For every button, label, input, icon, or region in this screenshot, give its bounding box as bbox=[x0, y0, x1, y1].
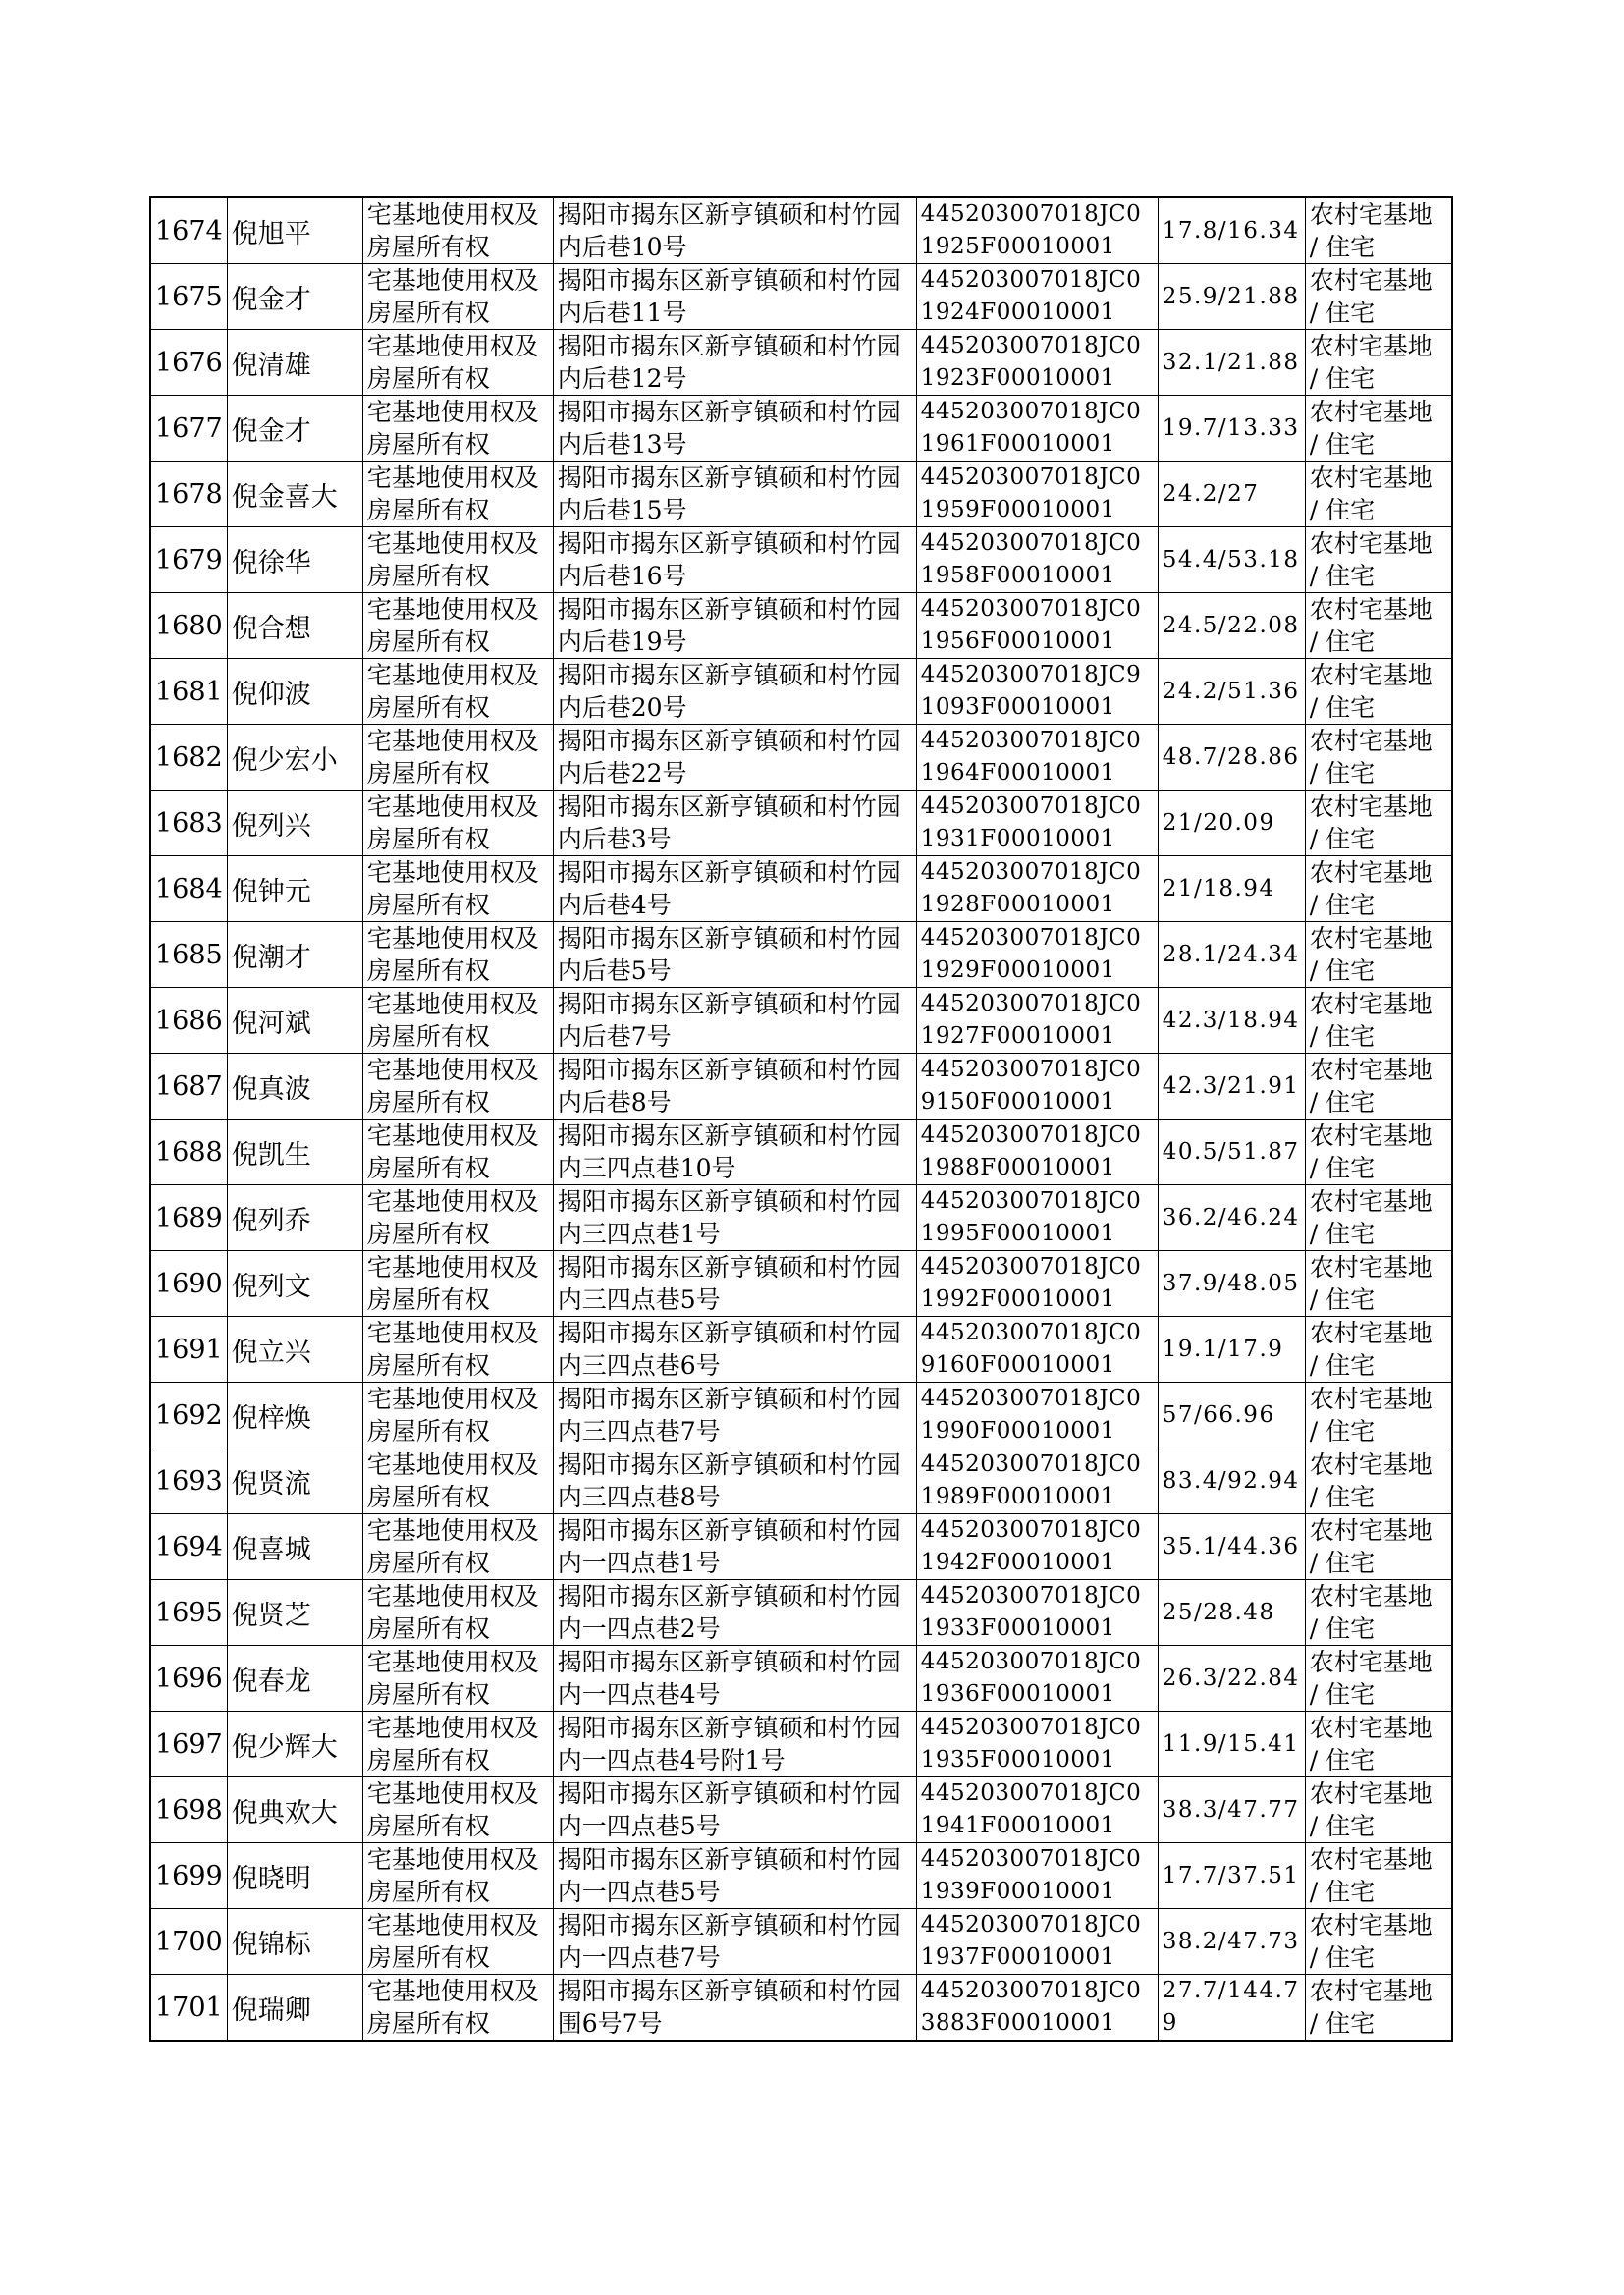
owner-name: 倪金才 bbox=[227, 396, 362, 462]
row-number: 1692 bbox=[150, 1383, 227, 1448]
property-address: 揭阳市揭东区新亨镇硕和村竹园内一四点巷5号 bbox=[553, 1843, 916, 1909]
area-value: 28.1/24.34 bbox=[1158, 922, 1305, 988]
property-address: 揭阳市揭东区新亨镇硕和村竹园内一四点巷7号 bbox=[553, 1909, 916, 1975]
row-number: 1685 bbox=[150, 922, 227, 988]
table-row bbox=[150, 527, 1452, 593]
area-value: 19.1/17.9 bbox=[1158, 1317, 1305, 1383]
land-use: 农村宅基地 / 住宅 bbox=[1305, 791, 1452, 856]
row-number: 1680 bbox=[150, 593, 227, 659]
property-address: 揭阳市揭东区新亨镇硕和村竹园内一四点巷5号 bbox=[553, 1777, 916, 1843]
owner-name: 倪晓明 bbox=[227, 1843, 362, 1909]
row-number: 1695 bbox=[150, 1580, 227, 1646]
property-address: 揭阳市揭东区新亨镇硕和村竹园内后巷3号 bbox=[553, 791, 916, 856]
land-use: 农村宅基地 / 住宅 bbox=[1305, 1251, 1452, 1317]
table-row bbox=[150, 725, 1452, 791]
owner-name: 倪瑞卿 bbox=[227, 1975, 362, 2042]
unit-code: 445203007018JC01961F00010001 bbox=[916, 396, 1158, 462]
right-type: 宅基地使用权及房屋所有权 bbox=[362, 1580, 553, 1646]
unit-code: 445203007018JC01988F00010001 bbox=[916, 1120, 1158, 1185]
area-value: 40.5/51.87 bbox=[1158, 1120, 1305, 1185]
property-address: 揭阳市揭东区新亨镇硕和村竹园内后巷7号 bbox=[553, 988, 916, 1054]
property-address: 揭阳市揭东区新亨镇硕和村竹园内后巷13号 bbox=[553, 396, 916, 462]
property-register-table bbox=[149, 196, 1453, 2042]
row-number: 1681 bbox=[150, 659, 227, 725]
right-type: 宅基地使用权及房屋所有权 bbox=[362, 1646, 553, 1712]
owner-name: 倪少辉大 bbox=[227, 1712, 362, 1777]
table-row bbox=[150, 1777, 1452, 1843]
property-address: 揭阳市揭东区新亨镇硕和村竹园内后巷22号 bbox=[553, 725, 916, 791]
table-row bbox=[150, 593, 1452, 659]
property-address: 揭阳市揭东区新亨镇硕和村竹园内后巷4号 bbox=[553, 856, 916, 922]
table-row bbox=[150, 264, 1452, 330]
area-value: 21/18.94 bbox=[1158, 856, 1305, 922]
row-number: 1700 bbox=[150, 1909, 227, 1975]
row-number: 1676 bbox=[150, 330, 227, 396]
unit-code: 445203007018JC01937F00010001 bbox=[916, 1909, 1158, 1975]
right-type: 宅基地使用权及房屋所有权 bbox=[362, 1975, 553, 2042]
row-number: 1677 bbox=[150, 396, 227, 462]
right-type: 宅基地使用权及房屋所有权 bbox=[362, 922, 553, 988]
right-type: 宅基地使用权及房屋所有权 bbox=[362, 462, 553, 527]
land-use: 农村宅基地 / 住宅 bbox=[1305, 1185, 1452, 1251]
owner-name: 倪仰波 bbox=[227, 659, 362, 725]
right-type: 宅基地使用权及房屋所有权 bbox=[362, 1054, 553, 1120]
area-value: 24.2/51.36 bbox=[1158, 659, 1305, 725]
land-use: 农村宅基地 / 住宅 bbox=[1305, 1317, 1452, 1383]
property-address: 揭阳市揭东区新亨镇硕和村竹园内后巷20号 bbox=[553, 659, 916, 725]
owner-name: 倪春龙 bbox=[227, 1646, 362, 1712]
row-number: 1674 bbox=[150, 197, 227, 264]
unit-code: 445203007018JC01929F00010001 bbox=[916, 922, 1158, 988]
land-use: 农村宅基地 / 住宅 bbox=[1305, 1777, 1452, 1843]
land-use: 农村宅基地 / 住宅 bbox=[1305, 1383, 1452, 1448]
table-row bbox=[150, 462, 1452, 527]
table-row bbox=[150, 1317, 1452, 1383]
area-value: 27.7/144.79 bbox=[1158, 1975, 1305, 2042]
right-type: 宅基地使用权及房屋所有权 bbox=[362, 725, 553, 791]
row-number: 1697 bbox=[150, 1712, 227, 1777]
area-value: 32.1/21.88 bbox=[1158, 330, 1305, 396]
table-row bbox=[150, 791, 1452, 856]
row-number: 1689 bbox=[150, 1185, 227, 1251]
register-body bbox=[150, 197, 1452, 2041]
property-address: 揭阳市揭东区新亨镇硕和村竹园内一四点巷1号 bbox=[553, 1514, 916, 1580]
right-type: 宅基地使用权及房屋所有权 bbox=[362, 1777, 553, 1843]
table-row bbox=[150, 659, 1452, 725]
owner-name: 倪旭平 bbox=[227, 197, 362, 264]
land-use: 农村宅基地 / 住宅 bbox=[1305, 1646, 1452, 1712]
unit-code: 445203007018JC01928F00010001 bbox=[916, 856, 1158, 922]
row-number: 1679 bbox=[150, 527, 227, 593]
land-use: 农村宅基地 / 住宅 bbox=[1305, 593, 1452, 659]
unit-code: 445203007018JC09150F00010001 bbox=[916, 1054, 1158, 1120]
property-address: 揭阳市揭东区新亨镇硕和村竹园内后巷10号 bbox=[553, 197, 916, 264]
row-number: 1678 bbox=[150, 462, 227, 527]
area-value: 42.3/21.91 bbox=[1158, 1054, 1305, 1120]
unit-code: 445203007018JC01931F00010001 bbox=[916, 791, 1158, 856]
land-use: 农村宅基地 / 住宅 bbox=[1305, 1514, 1452, 1580]
land-use: 农村宅基地 / 住宅 bbox=[1305, 527, 1452, 593]
area-value: 19.7/13.33 bbox=[1158, 396, 1305, 462]
unit-code: 445203007018JC01936F00010001 bbox=[916, 1646, 1158, 1712]
row-number: 1696 bbox=[150, 1646, 227, 1712]
unit-code: 445203007018JC01964F00010001 bbox=[916, 725, 1158, 791]
land-use: 农村宅基地 / 住宅 bbox=[1305, 1120, 1452, 1185]
right-type: 宅基地使用权及房屋所有权 bbox=[362, 1843, 553, 1909]
right-type: 宅基地使用权及房屋所有权 bbox=[362, 1514, 553, 1580]
table-row bbox=[150, 197, 1452, 264]
property-address: 揭阳市揭东区新亨镇硕和村竹园内后巷8号 bbox=[553, 1054, 916, 1120]
right-type: 宅基地使用权及房屋所有权 bbox=[362, 197, 553, 264]
property-address: 揭阳市揭东区新亨镇硕和村竹园内后巷12号 bbox=[553, 330, 916, 396]
area-value: 26.3/22.84 bbox=[1158, 1646, 1305, 1712]
property-address: 揭阳市揭东区新亨镇硕和村竹园内后巷16号 bbox=[553, 527, 916, 593]
table-row bbox=[150, 922, 1452, 988]
property-address: 揭阳市揭东区新亨镇硕和村竹园内后巷15号 bbox=[553, 462, 916, 527]
right-type: 宅基地使用权及房屋所有权 bbox=[362, 1251, 553, 1317]
area-value: 35.1/44.36 bbox=[1158, 1514, 1305, 1580]
land-use: 农村宅基地 / 住宅 bbox=[1305, 856, 1452, 922]
land-use: 农村宅基地 / 住宅 bbox=[1305, 922, 1452, 988]
land-use: 农村宅基地 / 住宅 bbox=[1305, 725, 1452, 791]
owner-name: 倪潮才 bbox=[227, 922, 362, 988]
owner-name: 倪凯生 bbox=[227, 1120, 362, 1185]
row-number: 1675 bbox=[150, 264, 227, 330]
unit-code: 445203007018JC01959F00010001 bbox=[916, 462, 1158, 527]
owner-name: 倪清雄 bbox=[227, 330, 362, 396]
property-address: 揭阳市揭东区新亨镇硕和村竹园内后巷5号 bbox=[553, 922, 916, 988]
area-value: 24.2/27 bbox=[1158, 462, 1305, 527]
owner-name: 倪锦标 bbox=[227, 1909, 362, 1975]
table-row bbox=[150, 1514, 1452, 1580]
area-value: 42.3/18.94 bbox=[1158, 988, 1305, 1054]
owner-name: 倪贤芝 bbox=[227, 1580, 362, 1646]
row-number: 1683 bbox=[150, 791, 227, 856]
area-value: 48.7/28.86 bbox=[1158, 725, 1305, 791]
row-number: 1688 bbox=[150, 1120, 227, 1185]
property-address: 揭阳市揭东区新亨镇硕和村竹园内三四点巷6号 bbox=[553, 1317, 916, 1383]
land-use: 农村宅基地 / 住宅 bbox=[1305, 1712, 1452, 1777]
land-use: 农村宅基地 / 住宅 bbox=[1305, 1909, 1452, 1975]
land-use: 农村宅基地 / 住宅 bbox=[1305, 1843, 1452, 1909]
owner-name: 倪喜城 bbox=[227, 1514, 362, 1580]
unit-code: 445203007018JC03883F00010001 bbox=[916, 1975, 1158, 2042]
owner-name: 倪立兴 bbox=[227, 1317, 362, 1383]
property-address: 揭阳市揭东区新亨镇硕和村竹园内三四点巷5号 bbox=[553, 1251, 916, 1317]
table-row bbox=[150, 1843, 1452, 1909]
owner-name: 倪合想 bbox=[227, 593, 362, 659]
table-row bbox=[150, 396, 1452, 462]
unit-code: 445203007018JC01990F00010001 bbox=[916, 1383, 1158, 1448]
unit-code: 445203007018JC01958F00010001 bbox=[916, 527, 1158, 593]
unit-code: 445203007018JC01927F00010001 bbox=[916, 988, 1158, 1054]
right-type: 宅基地使用权及房屋所有权 bbox=[362, 1712, 553, 1777]
area-value: 21/20.09 bbox=[1158, 791, 1305, 856]
land-use: 农村宅基地 / 住宅 bbox=[1305, 1448, 1452, 1514]
property-address: 揭阳市揭东区新亨镇硕和村竹园内三四点巷1号 bbox=[553, 1185, 916, 1251]
table-row bbox=[150, 1448, 1452, 1514]
right-type: 宅基地使用权及房屋所有权 bbox=[362, 791, 553, 856]
land-use: 农村宅基地 / 住宅 bbox=[1305, 1975, 1452, 2042]
unit-code: 445203007018JC01924F00010001 bbox=[916, 264, 1158, 330]
right-type: 宅基地使用权及房屋所有权 bbox=[362, 1317, 553, 1383]
land-use: 农村宅基地 / 住宅 bbox=[1305, 462, 1452, 527]
property-address: 揭阳市揭东区新亨镇硕和村竹园内后巷11号 bbox=[553, 264, 916, 330]
owner-name: 倪钟元 bbox=[227, 856, 362, 922]
owner-name: 倪典欢大 bbox=[227, 1777, 362, 1843]
area-value: 38.3/47.77 bbox=[1158, 1777, 1305, 1843]
unit-code: 445203007018JC01935F00010001 bbox=[916, 1712, 1158, 1777]
area-value: 83.4/92.94 bbox=[1158, 1448, 1305, 1514]
row-number: 1691 bbox=[150, 1317, 227, 1383]
land-use: 农村宅基地 / 住宅 bbox=[1305, 659, 1452, 725]
table-row bbox=[150, 1580, 1452, 1646]
row-number: 1690 bbox=[150, 1251, 227, 1317]
row-number: 1687 bbox=[150, 1054, 227, 1120]
land-use: 农村宅基地 / 住宅 bbox=[1305, 330, 1452, 396]
table-row bbox=[150, 988, 1452, 1054]
table-row bbox=[150, 1383, 1452, 1448]
property-address: 揭阳市揭东区新亨镇硕和村竹园内三四点巷10号 bbox=[553, 1120, 916, 1185]
right-type: 宅基地使用权及房屋所有权 bbox=[362, 593, 553, 659]
unit-code: 445203007018JC91093F00010001 bbox=[916, 659, 1158, 725]
row-number: 1686 bbox=[150, 988, 227, 1054]
land-use: 农村宅基地 / 住宅 bbox=[1305, 396, 1452, 462]
unit-code: 445203007018JC01925F00010001 bbox=[916, 197, 1158, 264]
owner-name: 倪梓焕 bbox=[227, 1383, 362, 1448]
right-type: 宅基地使用权及房屋所有权 bbox=[362, 659, 553, 725]
land-use: 农村宅基地 / 住宅 bbox=[1305, 1054, 1452, 1120]
right-type: 宅基地使用权及房屋所有权 bbox=[362, 330, 553, 396]
owner-name: 倪徐华 bbox=[227, 527, 362, 593]
row-number: 1693 bbox=[150, 1448, 227, 1514]
unit-code: 445203007018JC01933F00010001 bbox=[916, 1580, 1158, 1646]
table-row bbox=[150, 1712, 1452, 1777]
row-number: 1698 bbox=[150, 1777, 227, 1843]
unit-code: 445203007018JC01956F00010001 bbox=[916, 593, 1158, 659]
property-address: 揭阳市揭东区新亨镇硕和村竹园内三四点巷8号 bbox=[553, 1448, 916, 1514]
owner-name: 倪贤流 bbox=[227, 1448, 362, 1514]
unit-code: 445203007018JC01992F00010001 bbox=[916, 1251, 1158, 1317]
area-value: 38.2/47.73 bbox=[1158, 1909, 1305, 1975]
row-number: 1682 bbox=[150, 725, 227, 791]
table-row bbox=[150, 1646, 1452, 1712]
owner-name: 倪列文 bbox=[227, 1251, 362, 1317]
property-address: 揭阳市揭东区新亨镇硕和村竹园内一四点巷2号 bbox=[553, 1580, 916, 1646]
land-use: 农村宅基地 / 住宅 bbox=[1305, 1580, 1452, 1646]
property-address: 揭阳市揭东区新亨镇硕和村竹园内三四点巷7号 bbox=[553, 1383, 916, 1448]
row-number: 1701 bbox=[150, 1975, 227, 2042]
table-row bbox=[150, 856, 1452, 922]
land-use: 农村宅基地 / 住宅 bbox=[1305, 197, 1452, 264]
owner-name: 倪少宏小 bbox=[227, 725, 362, 791]
area-value: 11.9/15.41 bbox=[1158, 1712, 1305, 1777]
right-type: 宅基地使用权及房屋所有权 bbox=[362, 264, 553, 330]
area-value: 24.5/22.08 bbox=[1158, 593, 1305, 659]
table-row bbox=[150, 1975, 1452, 2042]
unit-code: 445203007018JC01942F00010001 bbox=[916, 1514, 1158, 1580]
owner-name: 倪列兴 bbox=[227, 791, 362, 856]
area-value: 54.4/53.18 bbox=[1158, 527, 1305, 593]
row-number: 1699 bbox=[150, 1843, 227, 1909]
owner-name: 倪河斌 bbox=[227, 988, 362, 1054]
unit-code: 445203007018JC01995F00010001 bbox=[916, 1185, 1158, 1251]
table-row bbox=[150, 1054, 1452, 1120]
table-row bbox=[150, 1120, 1452, 1185]
owner-name: 倪金喜大 bbox=[227, 462, 362, 527]
right-type: 宅基地使用权及房屋所有权 bbox=[362, 527, 553, 593]
right-type: 宅基地使用权及房屋所有权 bbox=[362, 1383, 553, 1448]
table-row bbox=[150, 1251, 1452, 1317]
area-value: 25.9/21.88 bbox=[1158, 264, 1305, 330]
right-type: 宅基地使用权及房屋所有权 bbox=[362, 1909, 553, 1975]
area-value: 36.2/46.24 bbox=[1158, 1185, 1305, 1251]
area-value: 25/28.48 bbox=[1158, 1580, 1305, 1646]
unit-code: 445203007018JC09160F00010001 bbox=[916, 1317, 1158, 1383]
property-address: 揭阳市揭东区新亨镇硕和村竹园内后巷19号 bbox=[553, 593, 916, 659]
owner-name: 倪列乔 bbox=[227, 1185, 362, 1251]
unit-code: 445203007018JC01923F00010001 bbox=[916, 330, 1158, 396]
land-use: 农村宅基地 / 住宅 bbox=[1305, 988, 1452, 1054]
area-value: 37.9/48.05 bbox=[1158, 1251, 1305, 1317]
row-number: 1684 bbox=[150, 856, 227, 922]
right-type: 宅基地使用权及房屋所有权 bbox=[362, 856, 553, 922]
owner-name: 倪金才 bbox=[227, 264, 362, 330]
unit-code: 445203007018JC01939F00010001 bbox=[916, 1843, 1158, 1909]
right-type: 宅基地使用权及房屋所有权 bbox=[362, 1185, 553, 1251]
property-address: 揭阳市揭东区新亨镇硕和村竹园围6号7号 bbox=[553, 1975, 916, 2042]
right-type: 宅基地使用权及房屋所有权 bbox=[362, 988, 553, 1054]
area-value: 57/66.96 bbox=[1158, 1383, 1305, 1448]
area-value: 17.7/37.51 bbox=[1158, 1843, 1305, 1909]
row-number: 1694 bbox=[150, 1514, 227, 1580]
area-value: 17.8/16.34 bbox=[1158, 197, 1305, 264]
right-type: 宅基地使用权及房屋所有权 bbox=[362, 1448, 553, 1514]
right-type: 宅基地使用权及房屋所有权 bbox=[362, 1120, 553, 1185]
table-row bbox=[150, 330, 1452, 396]
table-row bbox=[150, 1909, 1452, 1975]
unit-code: 445203007018JC01941F00010001 bbox=[916, 1777, 1158, 1843]
property-address: 揭阳市揭东区新亨镇硕和村竹园内一四点巷4号 bbox=[553, 1646, 916, 1712]
unit-code: 445203007018JC01989F00010001 bbox=[916, 1448, 1158, 1514]
land-use: 农村宅基地 / 住宅 bbox=[1305, 264, 1452, 330]
table-row bbox=[150, 1185, 1452, 1251]
owner-name: 倪真波 bbox=[227, 1054, 362, 1120]
property-address: 揭阳市揭东区新亨镇硕和村竹园内一四点巷4号附1号 bbox=[553, 1712, 916, 1777]
right-type: 宅基地使用权及房屋所有权 bbox=[362, 396, 553, 462]
